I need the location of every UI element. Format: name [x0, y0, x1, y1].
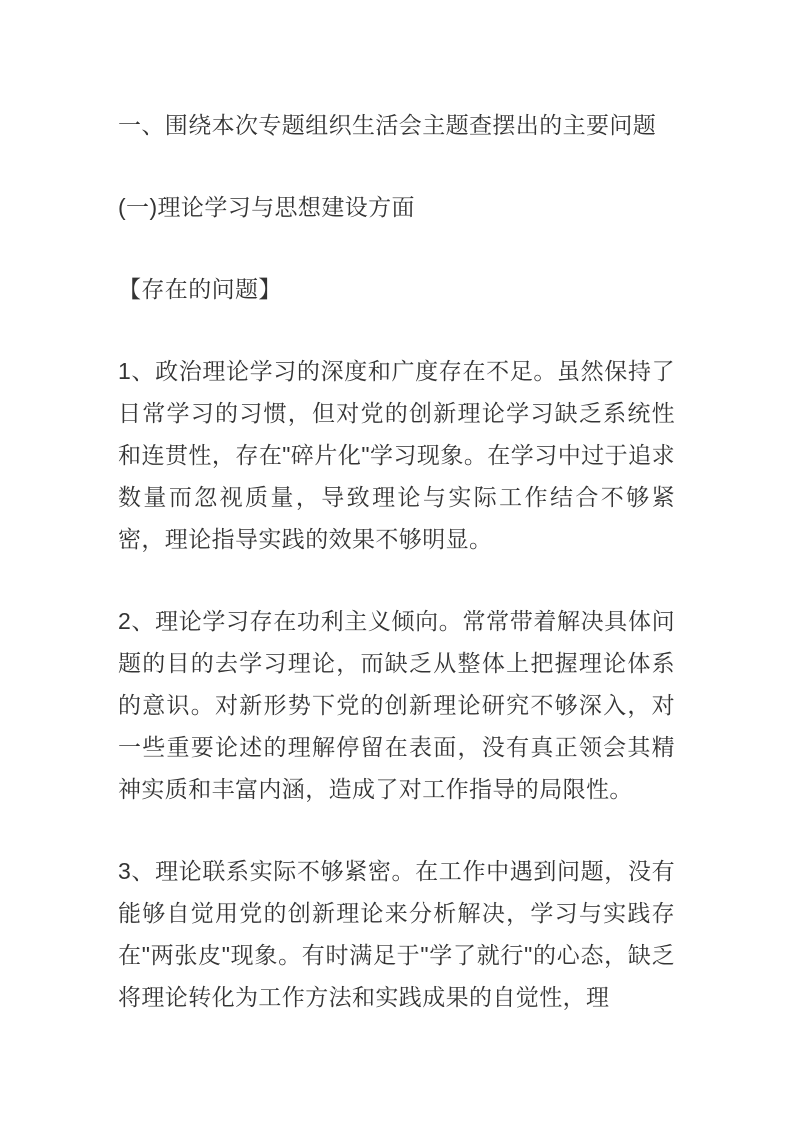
section-heading: (一)理论学习与思想建设方面: [118, 194, 415, 220]
paragraph-2: 2、理论学习存在功利主义倾向。常常带着解决具体问题的目的去学习理论，而缺乏从整体上把握理论体系的意识。对新形势下党的创新理论研究不够深入，对一些重要论述的理解停留在表面，没有真正领会其精神实质和丰富内涵，造成了对工作指导的局限性。: [118, 608, 675, 802]
paragraph-3: 3、理论联系实际不够紧密。在工作中遇到问题，没有能够自觉用党的创新理论来分析解决，学习与实践存在"两张皮"现象。有时满足于"学了就行"的心态，缺乏将理论转化为工作方法和实践成果的自觉性，理: [118, 858, 675, 1010]
problems-label: 【存在的问题】: [118, 276, 282, 302]
main-heading: 一、围绕本次专题组织生活会主题查摆出的主要问题: [118, 112, 657, 138]
paragraph-1: 1、政治理论学习的深度和广度存在不足。虽然保持了日常学习的习惯，但对党的创新理论学习缺乏系统性和连贯性，存在"碎片化"学习现象。在学习中过于追求数量而忽视质量，导致理论与实际工作结合不够紧密，理论指导实践的效果不够明显。: [118, 358, 675, 552]
